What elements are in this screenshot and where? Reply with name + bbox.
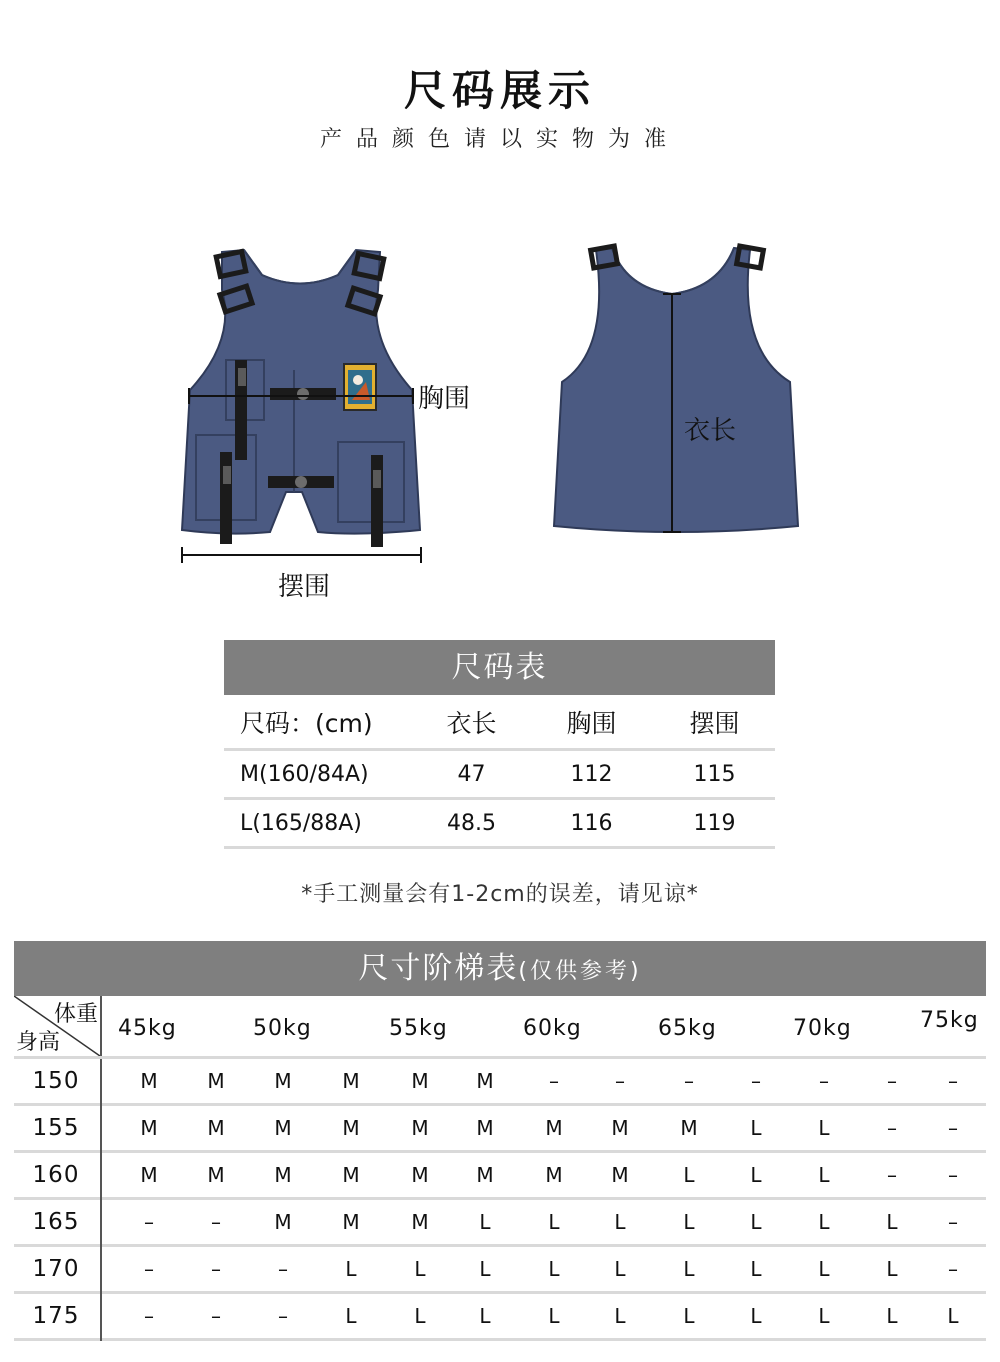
- ladder-header-row: [14, 996, 986, 1059]
- measurement-note: *手工测量会有1-2cm的误差，请见谅*: [301, 882, 699, 907]
- ladder-cell: –: [615, 1069, 625, 1093]
- cell-length: 47: [457, 761, 486, 787]
- ladder-cell: M: [476, 1069, 494, 1093]
- ladder-cell: M: [545, 1116, 563, 1140]
- ladder-cell: –: [684, 1069, 694, 1093]
- ladder-cell: M: [274, 1069, 292, 1093]
- ladder-cell: M: [411, 1163, 429, 1187]
- ladder-cell: M: [411, 1116, 429, 1140]
- column-divider: [100, 1200, 102, 1247]
- ladder-cell: L: [750, 1257, 762, 1281]
- hem-label: 摆围: [278, 572, 331, 602]
- ladder-row: [14, 1106, 986, 1153]
- ladder-cell: L: [345, 1257, 357, 1281]
- ladder-cell: L: [614, 1304, 626, 1328]
- ladder-title-bar: [14, 941, 986, 996]
- ladder-cell: –: [948, 1163, 958, 1187]
- ladder-cell: L: [683, 1304, 695, 1328]
- column-divider: [100, 1153, 102, 1200]
- vest-illustration: [0, 230, 1000, 610]
- ladder-cell: –: [887, 1069, 897, 1093]
- back-vest-image: [554, 246, 798, 532]
- ladder-cell: L: [818, 1163, 830, 1187]
- ladder-cell: M: [274, 1116, 292, 1140]
- ladder-cell: L: [947, 1304, 959, 1328]
- ladder-cell: M: [611, 1163, 629, 1187]
- table-row: [224, 800, 775, 849]
- ladder-cell: L: [548, 1304, 560, 1328]
- ladder-cell: M: [476, 1163, 494, 1187]
- front-vest-image: [182, 250, 421, 563]
- weight-55: 55kg: [389, 1016, 448, 1041]
- ladder-cell: –: [144, 1304, 154, 1328]
- page-subtitle: 产品颜色请以实物为准: [319, 127, 680, 152]
- ladder-cell: –: [549, 1069, 559, 1093]
- ladder-cell: –: [948, 1116, 958, 1140]
- ladder-cell: M: [274, 1210, 292, 1234]
- size-table-title: 尺码表: [224, 640, 775, 695]
- ladder-cell: M: [140, 1069, 158, 1093]
- ladder-row: [14, 1247, 986, 1294]
- chest-label: 胸围: [418, 384, 471, 414]
- ladder-cell: L: [414, 1257, 426, 1281]
- ladder-cell: L: [750, 1116, 762, 1140]
- ladder-cell: M: [611, 1116, 629, 1140]
- ladder-cell: M: [140, 1163, 158, 1187]
- ladder-cell: –: [278, 1257, 288, 1281]
- ladder-cell: M: [545, 1163, 563, 1187]
- ladder-cell: L: [479, 1257, 491, 1281]
- cell-hem: 119: [693, 810, 736, 836]
- ladder-cell: M: [411, 1069, 429, 1093]
- ladder-cell: L: [548, 1257, 560, 1281]
- ladder-cell: L: [683, 1210, 695, 1234]
- ladder-cell: M: [342, 1069, 360, 1093]
- ladder-cell: M: [342, 1163, 360, 1187]
- cell-chest: 116: [570, 810, 613, 836]
- ladder-cell: –: [948, 1210, 958, 1234]
- column-divider: [100, 1247, 102, 1294]
- weight-70: 70kg: [793, 1016, 852, 1041]
- size-ladder-table: [14, 941, 986, 1341]
- length-label: 衣长: [684, 416, 737, 446]
- ladder-cell: –: [887, 1116, 897, 1140]
- row-height-label: 165: [32, 1209, 80, 1235]
- ladder-cell: L: [479, 1304, 491, 1328]
- weight-45: 45kg: [118, 1016, 177, 1041]
- ladder-rows: [14, 1059, 986, 1341]
- ladder-cell: –: [278, 1304, 288, 1328]
- weight-75: 75kg: [920, 1008, 979, 1033]
- header-length: 衣长: [446, 708, 497, 738]
- ladder-corner-cell: [14, 996, 100, 1056]
- ladder-cell: L: [345, 1304, 357, 1328]
- column-divider: [100, 1106, 102, 1153]
- table-row: [224, 751, 775, 800]
- ladder-cell: L: [886, 1304, 898, 1328]
- ladder-cell: L: [818, 1210, 830, 1234]
- ladder-row: [14, 1059, 986, 1106]
- ladder-cell: –: [887, 1163, 897, 1187]
- ladder-cell: –: [948, 1069, 958, 1093]
- ladder-cell: L: [750, 1163, 762, 1187]
- column-divider: [100, 996, 102, 1056]
- row-height-label: 155: [32, 1115, 80, 1141]
- ladder-cell: –: [144, 1210, 154, 1234]
- corner-height-label: 身高: [16, 1030, 61, 1055]
- weight-50: 50kg: [253, 1016, 312, 1041]
- ladder-title: 尺寸阶梯表: [358, 951, 519, 986]
- corner-weight-label: 体重: [53, 1002, 98, 1027]
- ladder-cell: –: [144, 1257, 154, 1281]
- ladder-cell: –: [948, 1257, 958, 1281]
- weight-65: 65kg: [658, 1016, 717, 1041]
- ladder-cell: L: [750, 1210, 762, 1234]
- cell-hem: 115: [693, 761, 736, 787]
- ladder-cell: M: [476, 1116, 494, 1140]
- header-hem: 摆围: [689, 708, 740, 738]
- ladder-title-suffix: (仅供参考): [518, 959, 642, 984]
- ladder-cell: L: [818, 1116, 830, 1140]
- ladder-cell: –: [751, 1069, 761, 1093]
- ladder-cell: L: [818, 1257, 830, 1281]
- ladder-cell: L: [414, 1304, 426, 1328]
- weight-60: 60kg: [523, 1016, 582, 1041]
- ladder-row: [14, 1294, 986, 1341]
- row-height-label: 170: [32, 1256, 80, 1282]
- ladder-cell: M: [207, 1116, 225, 1140]
- column-divider: [100, 1294, 102, 1341]
- ladder-cell: M: [342, 1116, 360, 1140]
- column-divider: [100, 1059, 102, 1106]
- size-table-header-row: [224, 695, 775, 751]
- ladder-cell: M: [411, 1210, 429, 1234]
- cell-size: M(160/84A): [240, 761, 369, 787]
- ladder-cell: M: [680, 1116, 698, 1140]
- ladder-cell: L: [614, 1257, 626, 1281]
- page-title: 尺码展示: [403, 66, 596, 115]
- ladder-cell: –: [211, 1210, 221, 1234]
- ladder-cell: L: [683, 1257, 695, 1281]
- row-height-label: 150: [32, 1068, 80, 1094]
- ladder-cell: M: [274, 1163, 292, 1187]
- row-height-label: 160: [32, 1162, 80, 1188]
- ladder-cell: M: [140, 1116, 158, 1140]
- ladder-cell: L: [683, 1163, 695, 1187]
- vest-figure: [0, 230, 1000, 610]
- ladder-cell: L: [479, 1210, 491, 1234]
- header-size: 尺码：(cm): [240, 708, 373, 738]
- ladder-cell: L: [886, 1257, 898, 1281]
- size-table: [224, 640, 775, 849]
- ladder-row: [14, 1153, 986, 1200]
- ladder-cell: L: [548, 1210, 560, 1234]
- ladder-cell: L: [886, 1210, 898, 1234]
- ladder-row: [14, 1200, 986, 1247]
- ladder-cell: L: [614, 1210, 626, 1234]
- ladder-cell: M: [207, 1069, 225, 1093]
- header-chest: 胸围: [566, 708, 617, 738]
- cell-length: 48.5: [447, 810, 496, 836]
- ladder-cell: M: [342, 1210, 360, 1234]
- ladder-cell: L: [818, 1304, 830, 1328]
- ladder-cell: –: [211, 1304, 221, 1328]
- ladder-cell: M: [207, 1163, 225, 1187]
- ladder-cell: –: [819, 1069, 829, 1093]
- row-height-label: 175: [32, 1303, 80, 1329]
- ladder-cell: L: [750, 1304, 762, 1328]
- cell-size: L(165/88A): [240, 810, 362, 836]
- ladder-cell: –: [211, 1257, 221, 1281]
- cell-chest: 112: [570, 761, 613, 787]
